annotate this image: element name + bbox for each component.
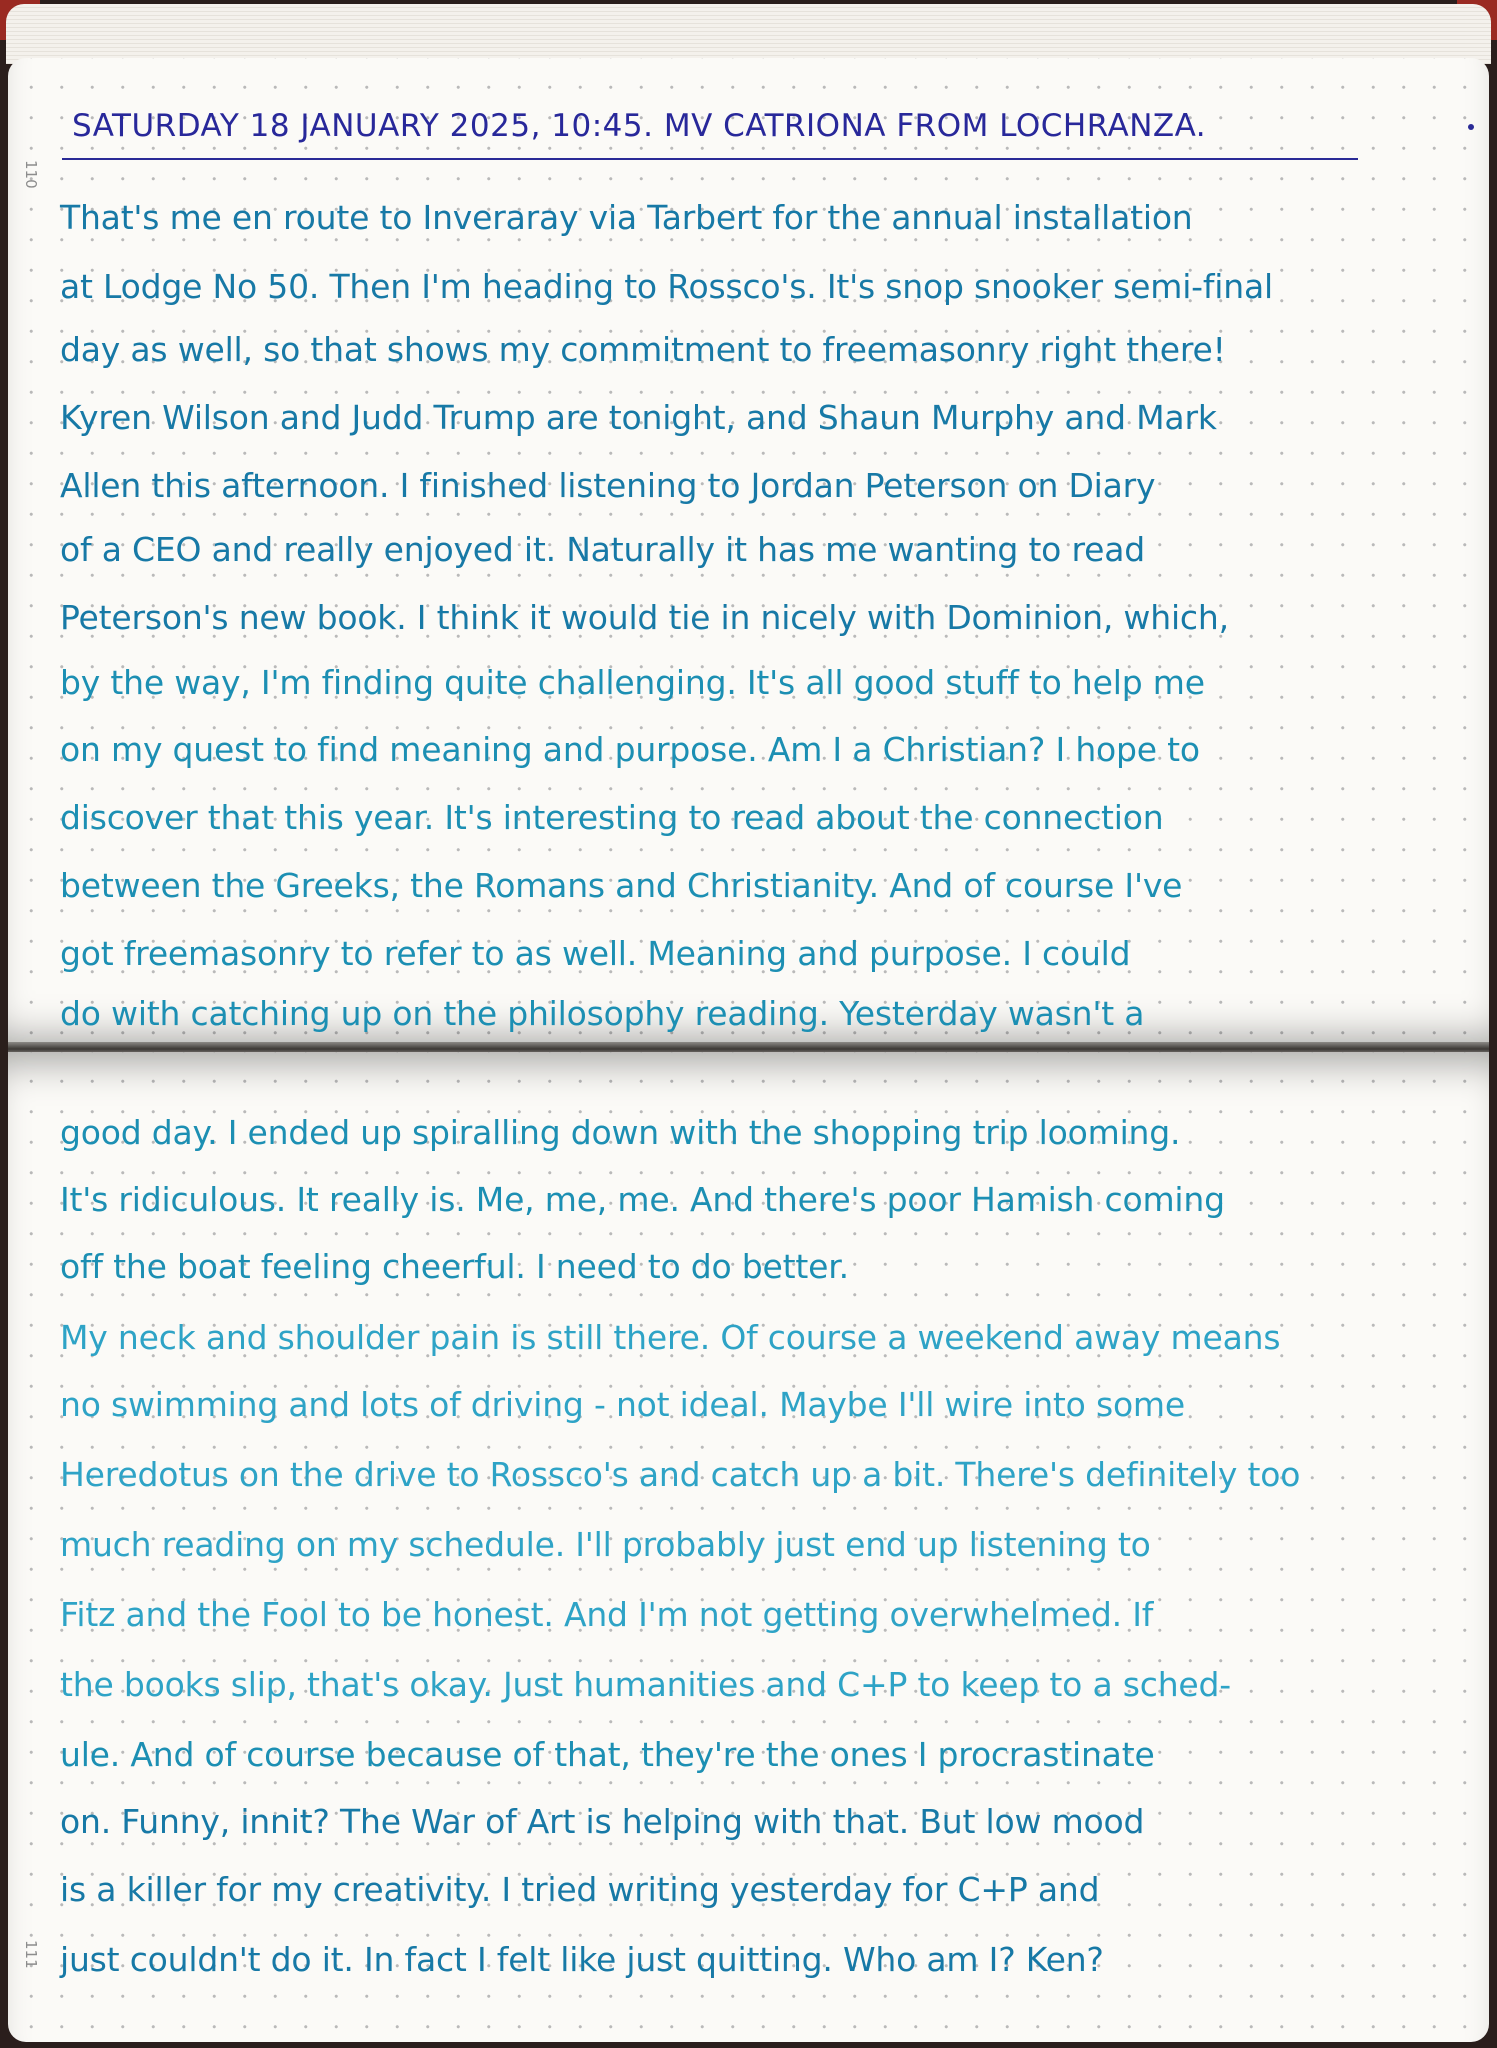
- journal-line: Kyren Wilson and Judd Trump are tonight, and Shaun Murphy and Mark: [60, 398, 1217, 437]
- journal-line: Heredotus on the drive to Rossco's and catch up a bit. There's definitely too: [60, 1455, 1301, 1494]
- journal-line: at Lodge No 50. Then I'm heading to Rossco's. It's snop snooker semi-final: [60, 267, 1273, 306]
- journal-line: discover that this year. It's interesting to read about the connection: [60, 798, 1164, 837]
- journal-line: by the way, I'm finding quite challenging. It's all good stuff to help me: [60, 663, 1205, 702]
- journal-line: off the boat feeling cheerful. I need to do better.: [60, 1247, 849, 1286]
- page-edges: [6, 4, 1491, 64]
- journal-line: between the Greeks, the Romans and Christianity. And of course I've: [60, 866, 1183, 905]
- journal-line: Peterson's new book. I think it would tie in nicely with Dominion, which,: [60, 598, 1229, 637]
- journal-line: good day. I ended up spiralling down with the shopping trip looming.: [60, 1113, 1181, 1152]
- journal-line: of a CEO and really enjoyed it. Naturally it has me wanting to read: [60, 530, 1145, 569]
- journal-line: on. Funny, innit? The War of Art is helping with that. But low mood: [60, 1802, 1145, 1841]
- journal-line: That's me en route to Inveraray via Tarbert for the annual installation: [60, 198, 1193, 237]
- journal-line: My neck and shoulder pain is still there. Of course a weekend away means: [60, 1318, 1281, 1357]
- journal-line: Fitz and the Fool to be honest. And I'm not getting overwhelmed. If: [60, 1595, 1154, 1634]
- page-number-bottom: 111: [22, 1940, 40, 1969]
- ink-dot: [1468, 124, 1474, 130]
- journal-line: the books slip, that's okay. Just humanities and C+P to keep to a sched-: [60, 1665, 1231, 1704]
- journal-line: Allen this afternoon. I finished listening to Jordan Peterson on Diary: [60, 466, 1156, 505]
- journal-line: much reading on my schedule. I'll probably just end up listening to: [60, 1525, 1151, 1564]
- journal-line: on my quest to find meaning and purpose. Am I a Christian? I hope to: [60, 730, 1200, 769]
- journal-line: do with catching up on the philosophy reading. Yesterday wasn't a: [60, 994, 1145, 1033]
- page-number-top: 110: [22, 160, 40, 189]
- journal-line: It's ridiculous. It really is. Me, me, me. And there's poor Hamish coming: [60, 1180, 1225, 1219]
- journal-line: just couldn't do it. In fact I felt like just quitting. Who am I? Ken?: [60, 1940, 1104, 1979]
- heading-underline: [62, 158, 1358, 160]
- journal-line: day as well, so that shows my commitment to freemasonry right there!: [60, 330, 1226, 369]
- journal-line: ule. And of course because of that, they're the ones I procrastinate: [60, 1735, 1155, 1774]
- journal-line: is a killer for my creativity. I tried writing yesterday for C+P and: [60, 1870, 1100, 1909]
- journal-line: got freemasonry to refer to as well. Meaning and purpose. I could: [60, 934, 1131, 973]
- entry-heading: SATURDAY 18 JANUARY 2025, 10:45. MV CATRIONA FROM LOCHRANZA.: [72, 108, 1207, 144]
- journal-line: no swimming and lots of driving - not ideal. Maybe I'll wire into some: [60, 1385, 1185, 1424]
